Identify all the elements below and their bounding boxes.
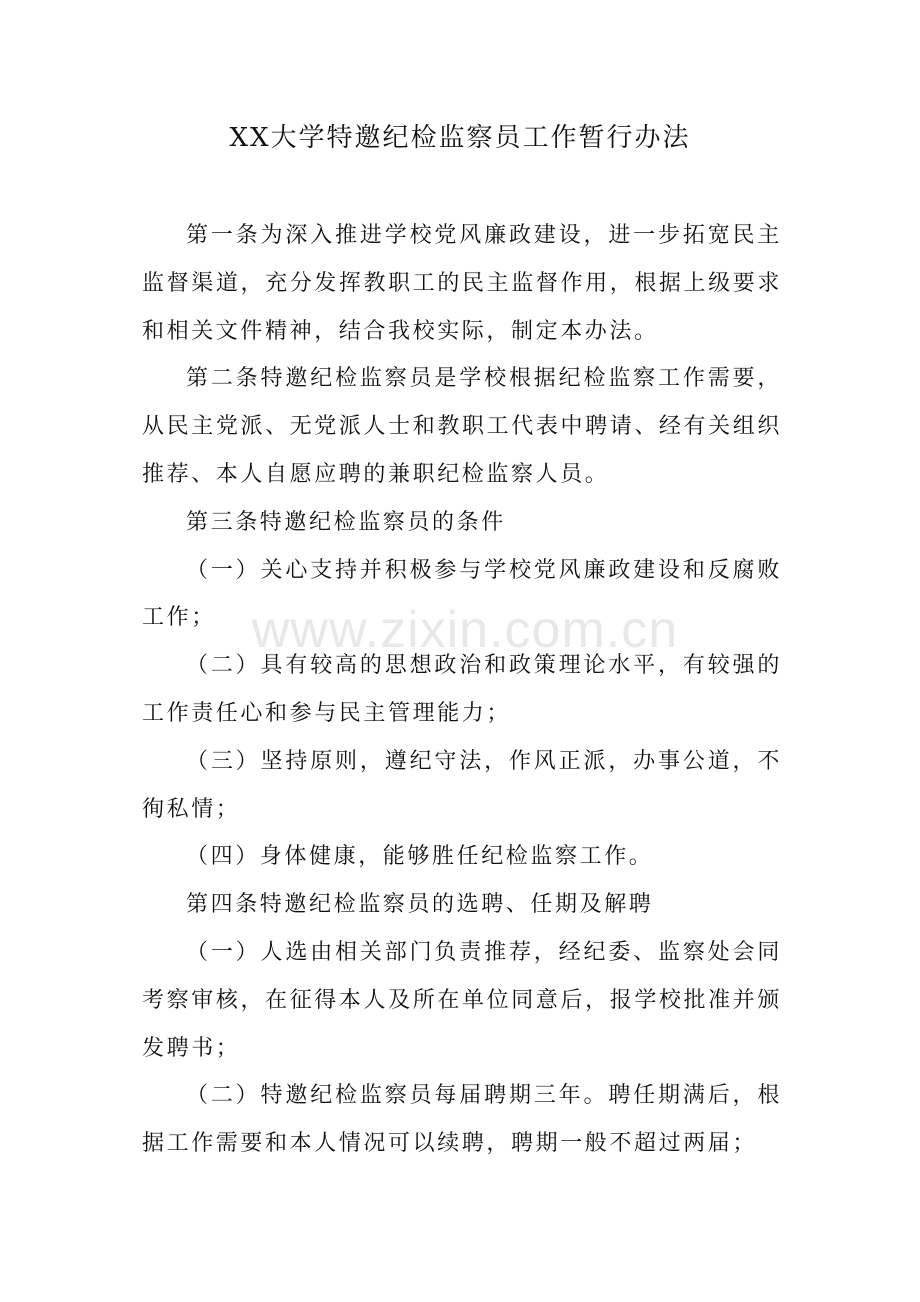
- paragraph-article-3-item-4: （四）身体健康，能够胜任纪检监察工作。: [186, 844, 654, 870]
- paragraph-article-3-item-1: （一）关心支持并积极参与学校党风廉政建设和反腐败工作；: [142, 557, 782, 631]
- paragraph-article-4-item-2: （二）特邀纪检监察员每届聘期三年。聘任期满后，根据工作需要和本人情况可以续聘，聘期一般不超过两届；: [142, 1083, 782, 1157]
- document-body: [142, 212, 782, 1168]
- paragraph-article-2: 第二条特邀纪检监察员是学校根据纪检监察工作需要，从民主党派、无党派人士和教职工代表中聘请、经有关组织推荐、本人自愿应聘的兼职纪检监察人员。: [142, 366, 782, 487]
- paragraph-article-4-item-1: （一）人选由相关部门负责推荐，经纪委、监察处会同考察审核，在征得本人及所在单位同意后，报学校批准并颁发聘书；: [142, 939, 782, 1061]
- paragraph-article-3-heading: 第三条特邀纪检监察员的条件: [186, 509, 506, 535]
- document-title: XX大学特邀纪检监察员工作暂行办法: [229, 123, 691, 153]
- watermark-text: www.zixin.com.cn: [251, 601, 679, 659]
- paragraph-article-3-item-3: （三）坚持原则，遵纪守法，作风正派，办事公道，不徇私情；: [142, 748, 782, 822]
- paragraph-article-3-item-2: （二）具有较高的思想政治和政策理论水平，有较强的工作责任心和参与民主管理能力；: [142, 653, 782, 726]
- paragraph-article-1: 第一条为深入推进学校党风廉政建设，进一步拓宽民主监督渠道，充分发挥教职工的民主监督作用，根据上级要求和相关文件精神，结合我校实际，制定本办法。: [142, 223, 782, 344]
- paragraph-article-4-heading: 第四条特邀纪检监察员的选聘、任期及解聘: [186, 892, 654, 918]
